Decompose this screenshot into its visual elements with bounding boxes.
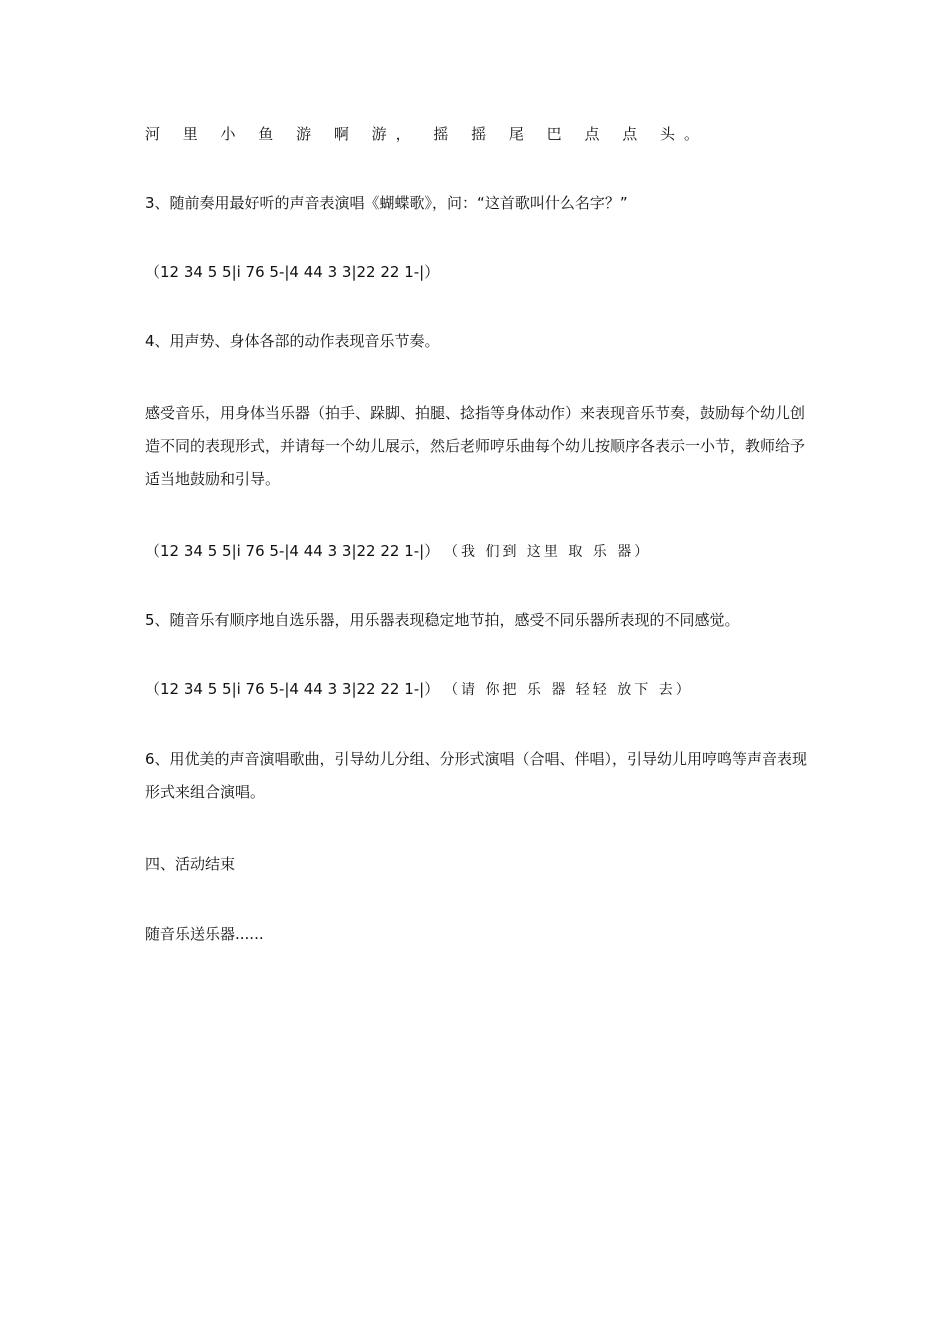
ending-line: 随音乐送乐器...... bbox=[145, 925, 264, 943]
notation-2-numbers: （12 34 5 5|i 76 5-|4 44 3 3|22 22 1-|） bbox=[145, 542, 440, 560]
notation-line-1: （12 34 5 5|i 76 5-|4 44 3 3|22 22 1-|） bbox=[145, 263, 440, 281]
notation-3-lyric: （请 你把 乐 器 轻轻 放下 去） bbox=[444, 682, 693, 698]
paragraph-feel-music: 感受音乐，用身体当乐器（拍手、跺脚、拍腿、捻指等身体动作）来表现音乐节奏，鼓励每个幼儿创造不同的表现形式，并请每一个幼儿展示，然后老师哼乐曲每个幼儿按顺序各表示一小节，教师给予适当地鼓励和引导。 bbox=[145, 404, 806, 488]
notation-line-2 bbox=[145, 541, 651, 562]
notation-2-lyric: （我 们到 这里 取 乐 器） bbox=[444, 544, 652, 560]
step-4: 4、用声势、身体各部的动作表现音乐节奏。 bbox=[145, 332, 440, 350]
notation-3-numbers: （12 34 5 5|i 76 5-|4 44 3 3|22 22 1-|） bbox=[145, 680, 440, 698]
step-5: 5、随音乐有顺序地自选乐器，用乐器表现稳定地节拍，感受不同乐器所表现的不同感觉。 bbox=[145, 611, 740, 629]
step-6: 6、用优美的声音演唱歌曲，引导幼儿分组、分形式演唱（合唱、伴唱），引导幼儿用哼鸣等声音表现形式来组合演唱。 bbox=[145, 750, 808, 801]
notation-line-3 bbox=[145, 679, 693, 700]
section-4-heading: 四、活动结束 bbox=[145, 855, 236, 873]
lyric-line: 河 里 小 鱼 游 啊 游， 摇 摇 尾 巴 点 点 头。 bbox=[145, 125, 708, 143]
step-3: 3、随前奏用最好听的声音表演唱《蝴蝶歌》，问：“这首歌叫什么名字？” bbox=[145, 194, 628, 212]
